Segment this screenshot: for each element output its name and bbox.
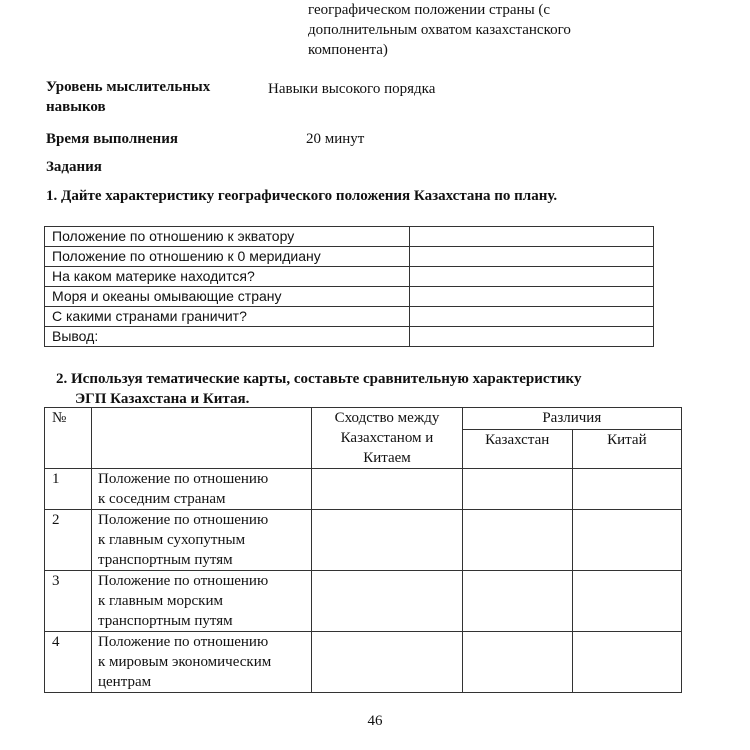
row-description-line: центрам bbox=[98, 674, 152, 690]
row-description bbox=[92, 571, 312, 632]
row-number: 4 bbox=[45, 632, 92, 693]
header-similarity-line: Сходство между bbox=[334, 410, 440, 426]
table-row bbox=[45, 247, 654, 267]
header-differences: Различия bbox=[462, 408, 681, 430]
row-description-line: к главным сухопутным bbox=[98, 532, 246, 548]
similarity-answer-cell[interactable] bbox=[312, 510, 462, 571]
table-cell-label: Вывод: bbox=[45, 327, 410, 347]
header-similarity bbox=[312, 408, 462, 469]
answer-cell[interactable] bbox=[410, 327, 654, 347]
table-row bbox=[45, 227, 654, 247]
row-description-line: Положение по отношению bbox=[98, 471, 269, 487]
table-cell-label: Моря и океаны омывающие страну bbox=[45, 287, 410, 307]
row-description bbox=[92, 510, 312, 571]
row-description bbox=[92, 632, 312, 693]
table-row bbox=[45, 307, 654, 327]
time-value: 20 минут bbox=[306, 131, 365, 147]
row-description bbox=[92, 469, 312, 510]
table-cell-label: С какими странами граничит? bbox=[45, 307, 410, 327]
china-answer-cell[interactable] bbox=[572, 571, 681, 632]
row-description-line: к главным морским bbox=[98, 593, 223, 609]
thinking-level-label-line: Уровень мыслительных bbox=[46, 79, 211, 95]
table-row bbox=[45, 632, 682, 693]
task2-heading-line: 2. Используя тематические карты, составьте сравнительную характеристику bbox=[56, 371, 582, 387]
answer-cell[interactable] bbox=[410, 307, 654, 327]
table-cell-label: Положение по отношению к экватору bbox=[45, 227, 410, 247]
china-answer-cell[interactable] bbox=[572, 510, 681, 571]
task1-heading: 1. Дайте характеристику географического положения Казахстана по плану. bbox=[46, 188, 558, 204]
intro-line: компонента) bbox=[308, 42, 388, 58]
kazakhstan-answer-cell[interactable] bbox=[462, 469, 572, 510]
row-number: 3 bbox=[45, 571, 92, 632]
table-header-row bbox=[45, 408, 682, 430]
table-row bbox=[45, 469, 682, 510]
task2-table bbox=[44, 407, 682, 693]
table-cell-label: Положение по отношению к 0 меридиану bbox=[45, 247, 410, 267]
answer-cell[interactable] bbox=[410, 267, 654, 287]
task2-heading-line: ЭГП Казахстана и Китая. bbox=[75, 391, 250, 407]
header-similarity-line: Казахстаном и bbox=[340, 430, 434, 446]
table-row bbox=[45, 267, 654, 287]
row-number: 1 bbox=[45, 469, 92, 510]
answer-cell[interactable] bbox=[410, 227, 654, 247]
china-answer-cell[interactable] bbox=[572, 469, 681, 510]
thinking-level-label-line: навыков bbox=[46, 99, 106, 115]
table-row bbox=[45, 287, 654, 307]
page-number: 46 bbox=[367, 713, 383, 729]
header-similarity-line: Китаем bbox=[363, 450, 411, 466]
table-row bbox=[45, 510, 682, 571]
row-description-line: к мировым экономическим bbox=[98, 654, 272, 670]
thinking-level-label bbox=[46, 77, 210, 117]
tasks-label: Задания bbox=[46, 159, 102, 175]
row-description-line: к соседним странам bbox=[98, 491, 226, 507]
similarity-answer-cell[interactable] bbox=[312, 632, 462, 693]
row-description-line: транспортным путям bbox=[98, 613, 233, 629]
task1-table bbox=[44, 226, 654, 347]
row-number: 2 bbox=[45, 510, 92, 571]
table-row bbox=[45, 571, 682, 632]
header-num: № bbox=[45, 408, 92, 469]
thinking-level-value: Навыки высокого порядка bbox=[268, 81, 436, 97]
task2-heading bbox=[56, 369, 582, 409]
similarity-answer-cell[interactable] bbox=[312, 469, 462, 510]
header-empty bbox=[92, 408, 312, 469]
china-answer-cell[interactable] bbox=[572, 632, 681, 693]
row-description-line: Положение по отношению bbox=[98, 512, 269, 528]
kazakhstan-answer-cell[interactable] bbox=[462, 571, 572, 632]
header-china: Китай bbox=[572, 429, 681, 468]
answer-cell[interactable] bbox=[410, 287, 654, 307]
row-description-line: Положение по отношению bbox=[98, 573, 269, 589]
header-kazakhstan: Казахстан bbox=[462, 429, 572, 468]
row-description-line: Положение по отношению bbox=[98, 634, 269, 650]
kazakhstan-answer-cell[interactable] bbox=[462, 510, 572, 571]
similarity-answer-cell[interactable] bbox=[312, 571, 462, 632]
time-label: Время выполнения bbox=[46, 131, 178, 147]
table-row bbox=[45, 327, 654, 347]
answer-cell[interactable] bbox=[410, 247, 654, 267]
intro-line: географическом положении страны (с bbox=[308, 2, 551, 18]
kazakhstan-answer-cell[interactable] bbox=[462, 632, 572, 693]
row-description-line: транспортным путям bbox=[98, 552, 233, 568]
intro-text bbox=[308, 0, 668, 60]
intro-line: дополнительным охватом казахстанского bbox=[308, 22, 571, 38]
table-cell-label: На каком материке находится? bbox=[45, 267, 410, 287]
